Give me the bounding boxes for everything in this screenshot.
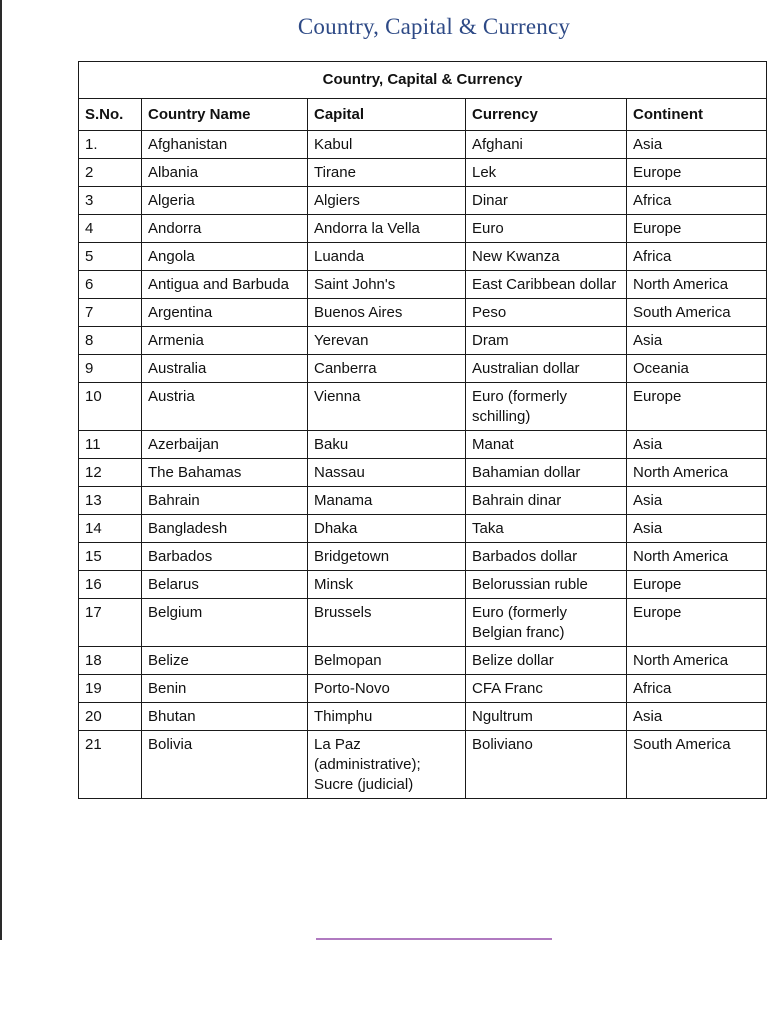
cell-continent: Europe — [627, 215, 767, 243]
cell-currency: Peso — [466, 299, 627, 327]
cell-currency: Afghani — [466, 131, 627, 159]
cell-country: Belgium — [142, 599, 308, 647]
table-row — [79, 675, 767, 703]
cell-sno: 2 — [79, 159, 142, 187]
cell-continent: Asia — [627, 131, 767, 159]
table-row — [79, 131, 767, 159]
cell-country: Barbados — [142, 543, 308, 571]
cell-country: Bhutan — [142, 703, 308, 731]
cell-currency: Euro (formerly Belgian franc) — [466, 599, 627, 647]
table-row — [79, 543, 767, 571]
cell-sno: 21 — [79, 731, 142, 799]
cell-currency: Lek — [466, 159, 627, 187]
cell-capital: Saint John's — [308, 271, 466, 299]
cell-sno: 12 — [79, 459, 142, 487]
cell-capital: Thimphu — [308, 703, 466, 731]
cell-sno: 13 — [79, 487, 142, 515]
cell-country: Austria — [142, 383, 308, 431]
table-row — [79, 731, 767, 799]
table-header-row — [79, 99, 767, 131]
cell-continent: North America — [627, 543, 767, 571]
cell-currency: CFA Franc — [466, 675, 627, 703]
table-row — [79, 159, 767, 187]
cell-currency: Belorussian ruble — [466, 571, 627, 599]
cell-currency: Dinar — [466, 187, 627, 215]
cell-continent: South America — [627, 731, 767, 799]
cell-country: Armenia — [142, 327, 308, 355]
cell-currency: Euro (formerly schilling) — [466, 383, 627, 431]
cell-currency: Belize dollar — [466, 647, 627, 675]
cell-sno: 5 — [79, 243, 142, 271]
cell-continent: South America — [627, 299, 767, 327]
cell-continent: North America — [627, 271, 767, 299]
cell-continent: Asia — [627, 515, 767, 543]
cell-continent: Asia — [627, 487, 767, 515]
cell-country: Australia — [142, 355, 308, 383]
cell-capital: Dhaka — [308, 515, 466, 543]
table-row — [79, 355, 767, 383]
cell-sno: 15 — [79, 543, 142, 571]
cell-currency: Bahamian dollar — [466, 459, 627, 487]
cell-continent: Asia — [627, 327, 767, 355]
cell-country: Belize — [142, 647, 308, 675]
cell-capital: Manama — [308, 487, 466, 515]
cell-sno: 19 — [79, 675, 142, 703]
cell-country: Antigua and Barbuda — [142, 271, 308, 299]
cell-country: The Bahamas — [142, 459, 308, 487]
cell-capital: Belmopan — [308, 647, 466, 675]
cell-continent: Africa — [627, 187, 767, 215]
page-left-edge — [0, 0, 2, 940]
cell-country: Azerbaijan — [142, 431, 308, 459]
cell-currency: Manat — [466, 431, 627, 459]
cell-continent: Africa — [627, 243, 767, 271]
cell-country: Bolivia — [142, 731, 308, 799]
cell-sno: 11 — [79, 431, 142, 459]
country-table — [78, 61, 767, 799]
table-row — [79, 383, 767, 431]
cell-country: Belarus — [142, 571, 308, 599]
cell-currency: Dram — [466, 327, 627, 355]
table-row — [79, 487, 767, 515]
cell-sno: 20 — [79, 703, 142, 731]
cell-capital: Minsk — [308, 571, 466, 599]
cell-country: Angola — [142, 243, 308, 271]
table-caption: Country, Capital & Currency — [79, 62, 767, 99]
cell-country: Andorra — [142, 215, 308, 243]
cell-sno: 4 — [79, 215, 142, 243]
cell-continent: Oceania — [627, 355, 767, 383]
table-row — [79, 647, 767, 675]
cell-sno: 7 — [79, 299, 142, 327]
table-row — [79, 703, 767, 731]
cell-capital: Canberra — [308, 355, 466, 383]
table-row — [79, 327, 767, 355]
country-table-container — [78, 61, 766, 799]
table-row — [79, 599, 767, 647]
cell-country: Argentina — [142, 299, 308, 327]
cell-sno: 9 — [79, 355, 142, 383]
cell-currency: New Kwanza — [466, 243, 627, 271]
cell-continent: Europe — [627, 571, 767, 599]
cell-capital: Vienna — [308, 383, 466, 431]
cell-continent: North America — [627, 459, 767, 487]
column-header-continent: Continent — [627, 99, 767, 131]
cell-sno: 3 — [79, 187, 142, 215]
cell-capital: Nassau — [308, 459, 466, 487]
table-row — [79, 271, 767, 299]
cell-country: Bangladesh — [142, 515, 308, 543]
cell-country: Afghanistan — [142, 131, 308, 159]
cell-capital: Algiers — [308, 187, 466, 215]
cell-continent: Europe — [627, 159, 767, 187]
cell-continent: Europe — [627, 599, 767, 647]
cell-continent: Asia — [627, 431, 767, 459]
cell-country: Algeria — [142, 187, 308, 215]
cell-capital: Brussels — [308, 599, 466, 647]
cell-currency: East Caribbean dollar — [466, 271, 627, 299]
column-header-currency: Currency — [466, 99, 627, 131]
cell-capital: Kabul — [308, 131, 466, 159]
cell-sno: 16 — [79, 571, 142, 599]
cell-sno: 17 — [79, 599, 142, 647]
table-row — [79, 571, 767, 599]
cell-currency: Ngultrum — [466, 703, 627, 731]
cell-capital: Porto-Novo — [308, 675, 466, 703]
table-caption-row — [79, 62, 767, 99]
cell-currency: Barbados dollar — [466, 543, 627, 571]
cell-sno: 1. — [79, 131, 142, 159]
cell-sno: 18 — [79, 647, 142, 675]
cell-capital: Luanda — [308, 243, 466, 271]
cell-sno: 6 — [79, 271, 142, 299]
column-header-country: Country Name — [142, 99, 308, 131]
cell-capital: La Paz (administrative); Sucre (judicial) — [308, 731, 466, 799]
table-row — [79, 299, 767, 327]
cell-continent: North America — [627, 647, 767, 675]
table-row — [79, 515, 767, 543]
cell-sno: 10 — [79, 383, 142, 431]
cell-continent: Europe — [627, 383, 767, 431]
table-row — [79, 431, 767, 459]
table-row — [79, 215, 767, 243]
cell-capital: Yerevan — [308, 327, 466, 355]
cell-country: Benin — [142, 675, 308, 703]
cell-country: Albania — [142, 159, 308, 187]
cell-continent: Asia — [627, 703, 767, 731]
cell-sno: 14 — [79, 515, 142, 543]
table-body — [79, 131, 767, 799]
cell-currency: Taka — [466, 515, 627, 543]
column-header-sno: S.No. — [79, 99, 142, 131]
cell-capital: Tirane — [308, 159, 466, 187]
cell-currency: Australian dollar — [466, 355, 627, 383]
table-row — [79, 187, 767, 215]
table-row — [79, 459, 767, 487]
cell-sno: 8 — [79, 327, 142, 355]
cell-capital: Andorra la Vella — [308, 215, 466, 243]
cell-currency: Euro — [466, 215, 627, 243]
cell-capital: Baku — [308, 431, 466, 459]
table-row — [79, 243, 767, 271]
column-header-capital: Capital — [308, 99, 466, 131]
page-title: Country, Capital & Currency — [297, 14, 571, 39]
cell-capital: Bridgetown — [308, 543, 466, 571]
cell-capital: Buenos Aires — [308, 299, 466, 327]
bottom-divider — [316, 938, 552, 940]
cell-continent: Africa — [627, 675, 767, 703]
cell-currency: Boliviano — [466, 731, 627, 799]
cell-currency: Bahrain dinar — [466, 487, 627, 515]
cell-country: Bahrain — [142, 487, 308, 515]
